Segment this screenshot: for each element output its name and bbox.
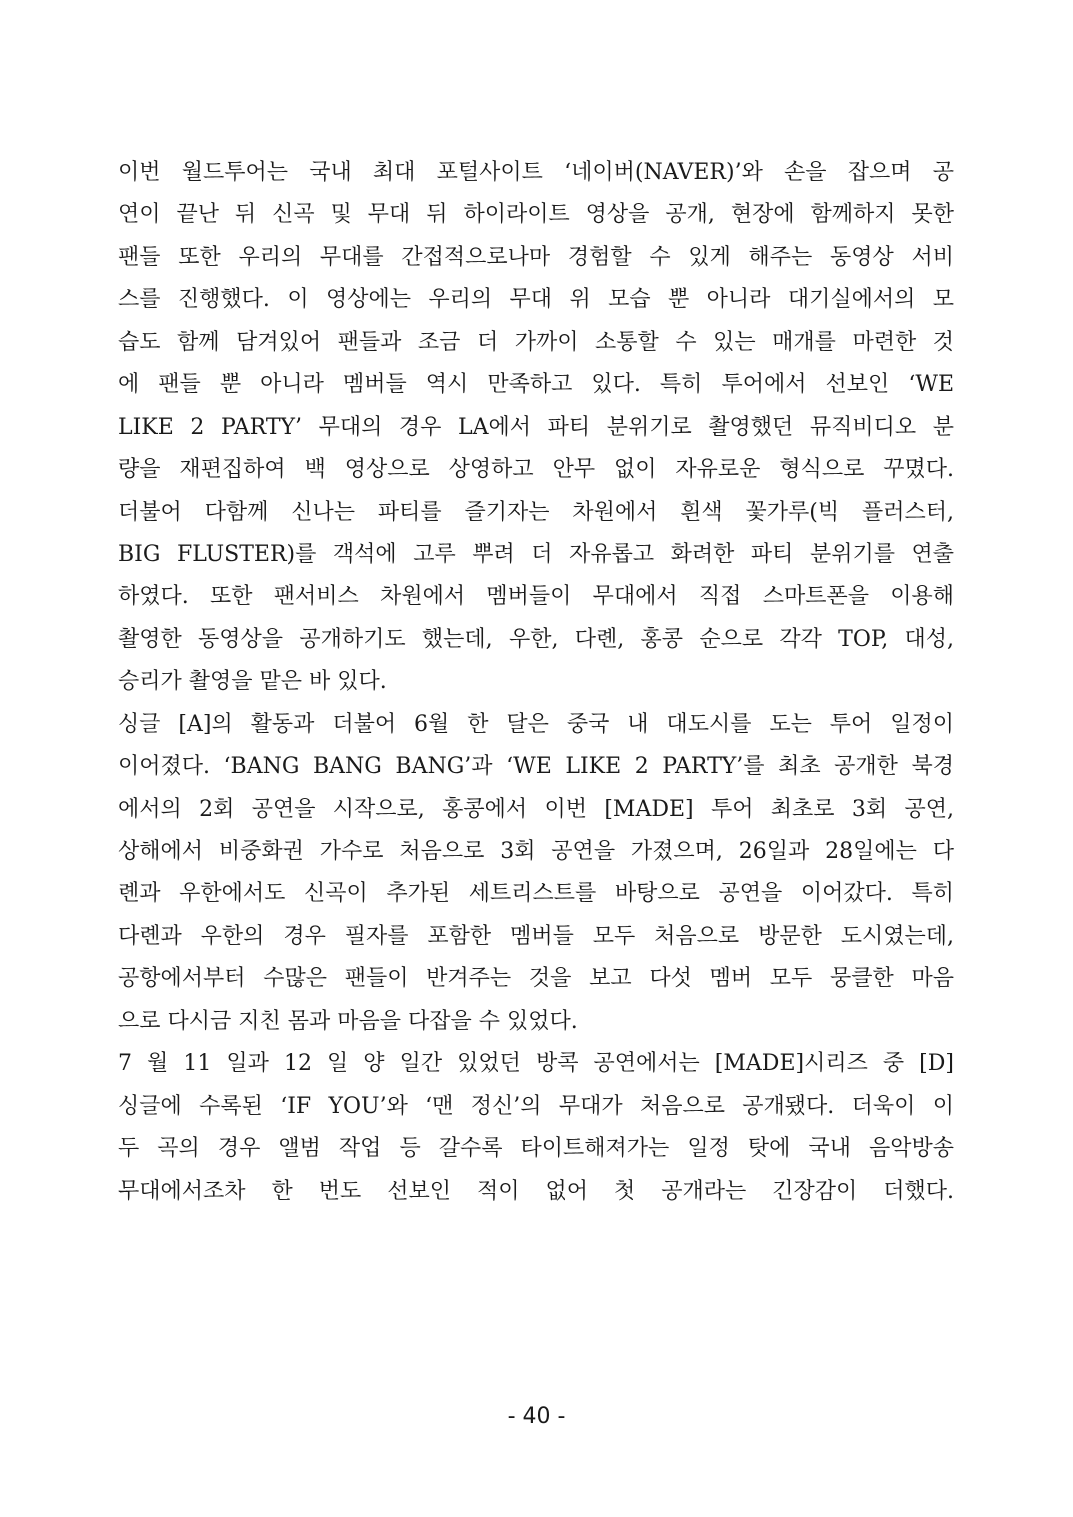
text-line: 연이 끝난 뒤 신곡 및 무대 뒤 하이라이트 영상을 공개, 현장에 함께하지 못한 — [118, 202, 954, 228]
body-text — [118, 152, 954, 1213]
text-line: 에 팬들 뿐 아니라 멤버들 역시 만족하고 있다. 특히 투어에서 선보인 ‘WE — [118, 372, 954, 398]
text-line: 으로 다시금 지친 몸과 마음을 다잡을 수 있었다. — [118, 1008, 578, 1034]
text-line: 하였다. 또한 팬서비스 차원에서 멤버들이 무대에서 직접 스마트폰을 이용해 — [118, 584, 954, 610]
text-line: 스를 진행했다. 이 영상에는 우리의 무대 위 모습 뿐 아니라 대기실에서의 모 — [118, 287, 954, 313]
text-line: BIG FLUSTER)를 객석에 고루 뿌려 더 자유롭고 화려한 파티 분위기를 연출 — [118, 541, 954, 567]
text-line: 에서의 2회 공연을 시작으로, 홍콩에서 이번 [MADE] 투어 최초로 3회 공연, — [118, 796, 954, 822]
text-line: 더불어 다함께 신나는 파티를 즐기자는 차원에서 흰색 꽃가루(빅 플러스터, — [118, 499, 954, 525]
page-number: - 40 - — [507, 1404, 566, 1429]
text-line: 팬들 또한 우리의 무대를 간접적으로나마 경험할 수 있게 해주는 동영상 서비 — [118, 244, 954, 270]
text-line: 두 곡의 경우 앨범 작업 등 갈수록 타이트해져가는 일정 탓에 국내 음악방송 — [118, 1136, 954, 1162]
text-line: 다롄과 우한의 경우 필자를 포함한 멤버들 모두 처음으로 방문한 도시였는데, — [118, 923, 954, 949]
text-line: 싱글 [A]의 활동과 더불어 6월 한 달은 중국 내 대도시를 도는 투어 일정이 — [118, 711, 954, 737]
text-line: 이어졌다. ‘BANG BANG BANG’과 ‘WE LIKE 2 PARTY’를 최초 공개한 북경 — [118, 754, 954, 780]
text-line: 공항에서부터 수많은 팬들이 반겨주는 것을 보고 다섯 멤버 모두 뭉클한 마음 — [118, 966, 954, 992]
text-line: 승리가 촬영을 맡은 바 있다. — [118, 669, 387, 695]
text-line: 싱글에 수록된 ‘IF YOU’와 ‘맨 정신’의 무대가 처음으로 공개됐다. 더욱이 이 — [118, 1093, 954, 1119]
text-line: 상해에서 비중화권 가수로 처음으로 3회 공연을 가졌으며, 26일과 28일에는 다 — [118, 839, 954, 864]
text-line: 7 월 11 일과 12 일 양 일간 있었던 방콕 공연에서는 [MADE]시리즈 중 [D] — [118, 1051, 954, 1077]
text-line: 무대에서조차 한 번도 선보인 적이 없어 첫 공개라는 긴장감이 더했다. — [118, 1178, 954, 1204]
text-line: 이번 월드투어는 국내 최대 포털사이트 ‘네이버(NAVER)’와 손을 잡으며 공 — [118, 160, 954, 185]
text-line: 촬영한 동영상을 공개하기도 했는데, 우한, 다롄, 홍콩 순으로 각각 TOP, 대성, — [118, 626, 954, 652]
text-line: 습도 함께 담겨있어 팬들과 조금 더 가까이 소통할 수 있는 매개를 마련한 것 — [118, 329, 954, 355]
text-line: 량을 재편집하여 백 영상으로 상영하고 안무 없이 자유로운 형식으로 꾸몄다. — [118, 457, 954, 483]
text-line: LIKE 2 PARTY’ 무대의 경우 LA에서 파티 분위기로 촬영했던 뮤직비디오 분 — [118, 414, 954, 440]
text-line: 롄과 우한에서도 신곡이 추가된 세트리스트를 바탕으로 공연을 이어갔다. 특히 — [118, 881, 954, 907]
